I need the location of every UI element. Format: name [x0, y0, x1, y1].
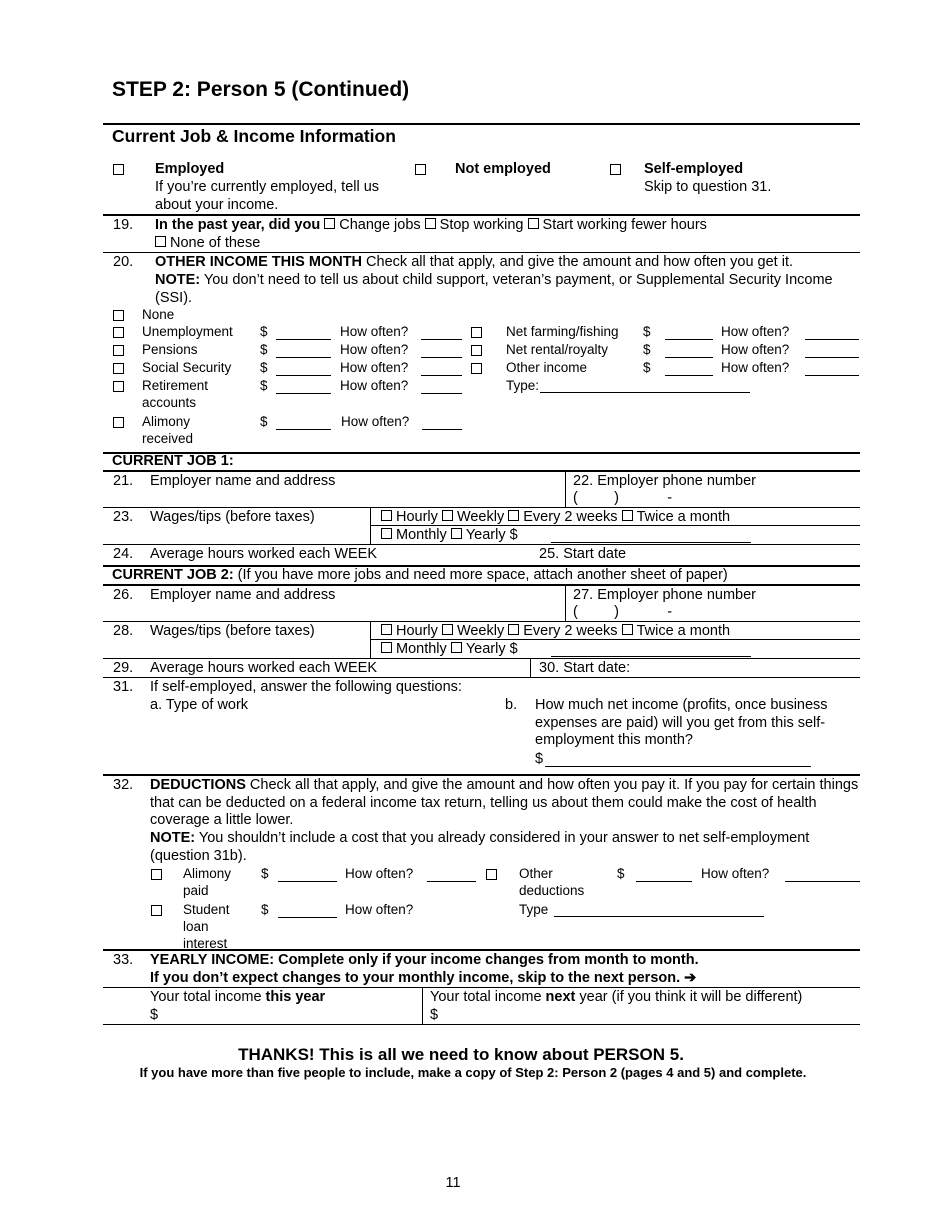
dollar-sign: $ [260, 324, 268, 339]
alimony-paid-label: Alimony paid [183, 866, 232, 898]
hourly-label: Hourly [396, 623, 438, 639]
social-security-label: Social Security [142, 360, 232, 375]
other-deductions-frequency-field[interactable] [785, 881, 860, 882]
next-year-amount-field[interactable]: $ [430, 1007, 439, 1023]
q32-heading: DEDUCTIONS [150, 777, 246, 793]
q23-rule [103, 507, 860, 508]
rental-frequency-field[interactable] [805, 357, 859, 358]
q32-rule [103, 774, 860, 776]
q32-intro [150, 777, 862, 830]
q28-amount-field[interactable] [551, 656, 751, 657]
twice-a-month-checkbox[interactable] [622, 510, 633, 521]
none-income-label: None [142, 307, 175, 322]
other-deductions-label: Other deductions [519, 866, 585, 898]
how-often-label: How often? [340, 324, 409, 339]
not-employed-checkbox[interactable] [415, 164, 426, 175]
q20-rule [103, 252, 860, 253]
q32-note-text: You shouldn’t include a cost that you already considered in your answer to net self-employment (question 31b). [150, 830, 810, 864]
monthly-label: Monthly [396, 641, 447, 657]
alimony-received-label: Alimony received [142, 414, 194, 446]
pensions-amount-field[interactable] [276, 357, 331, 358]
unemployment-amount-field[interactable] [276, 339, 331, 340]
pensions-label: Pensions [142, 342, 198, 357]
q33-line1: YEARLY INCOME: Complete only if your income changes from month to month. [150, 952, 699, 968]
next-year-bold: next [545, 989, 576, 1005]
q23-frequency-row1 [381, 509, 730, 527]
change-jobs-label: Change jobs [339, 217, 421, 233]
q31-number: 31. [113, 679, 134, 695]
q25-text: Start date [563, 546, 627, 562]
stop-working-checkbox[interactable] [425, 218, 436, 229]
alimony-paid-frequency-field[interactable] [427, 881, 476, 882]
how-often-label: How often? [721, 324, 790, 339]
q32-number: 32. [113, 777, 134, 793]
student-loan-label: Student loan interest [183, 902, 230, 951]
student-loan-amount-field[interactable] [278, 917, 337, 918]
dollar-sign: $ [260, 414, 268, 429]
hourly-label: Hourly [396, 509, 438, 525]
q19-number: 19. [113, 217, 134, 233]
q24-number: 24. [113, 546, 134, 562]
other-income-frequency-field[interactable] [805, 375, 859, 376]
none-income-checkbox[interactable] [113, 310, 124, 321]
yearly-checkbox[interactable] [451, 642, 462, 653]
q33-table-top-rule [103, 987, 860, 988]
every-2-weeks-label: Every 2 weeks [523, 509, 618, 525]
this-year-label [150, 989, 325, 1007]
rental-checkbox[interactable] [471, 345, 482, 356]
self-employed-checkbox[interactable] [610, 164, 621, 175]
other-income-label: Other income [506, 360, 588, 375]
dollar-sign: $ [260, 360, 268, 375]
social-security-amount-field[interactable] [276, 375, 331, 376]
other-income-type-field[interactable] [540, 392, 750, 393]
q28-label: Wages/tips (before taxes) [150, 623, 315, 639]
twice-a-month-checkbox[interactable] [622, 624, 633, 635]
how-often-label: How often? [345, 902, 414, 917]
q33-rule [103, 949, 860, 951]
q20-text: Check all that apply, and give the amount and how often you get it. [362, 254, 794, 270]
q23-label: Wages/tips (before taxes) [150, 509, 315, 525]
q20-note-label: NOTE: [155, 272, 201, 288]
q31b-text: How much net income (profits, once business expenses are paid) will you get from this self-employment this month? [535, 697, 828, 748]
fewer-hours-checkbox[interactable] [528, 218, 539, 229]
q24-rule [103, 544, 860, 545]
q21-number: 21. [113, 473, 134, 489]
q19-line2 [155, 235, 260, 253]
next-year-label [430, 989, 802, 1007]
other-income-amount-field[interactable] [665, 375, 713, 376]
fewer-hours-label: Start working fewer hours [542, 217, 707, 233]
q30-label[interactable] [539, 660, 630, 678]
employed-desc: If you’re currently employed, tell us about your income. [155, 179, 380, 213]
section-top-rule [103, 123, 860, 125]
twice-a-month-label: Twice a month [636, 509, 731, 525]
unemployment-label: Unemployment [142, 324, 233, 339]
q32-text: Check all that apply, and give the amount and how often you pay it. If you pay for certain things that can be deducted on a federal income tax return, telling us about them could make the cost of health coverage a little lower. [150, 777, 859, 828]
rental-label: Net rental/royalty [506, 342, 609, 357]
q22-number: 22. [573, 473, 594, 489]
how-often-label: How often? [721, 360, 790, 375]
monthly-checkbox[interactable] [381, 642, 392, 653]
dollar-sign: $ [509, 527, 518, 543]
dollar-sign: $ [509, 641, 518, 657]
job2-header-note: (If you have more jobs and need more space, attach another sheet of paper) [233, 567, 728, 583]
retirement-label: Retirement accounts [142, 378, 209, 410]
q22-text: Employer phone number [597, 473, 756, 489]
q22-phone-field[interactable]: ( ) - [573, 490, 673, 506]
dollar-sign: $ [643, 342, 651, 357]
q23-number: 23. [113, 509, 134, 525]
other-income-type-label: Type: [506, 378, 540, 393]
q20-intro [155, 254, 793, 272]
farming-label: Net farming/fishing [506, 324, 619, 339]
q23-frequency-row2 [381, 527, 518, 545]
q31a-label[interactable]: a. Type of work [150, 697, 249, 713]
retirement-checkbox[interactable] [113, 381, 124, 392]
q28-rule [103, 621, 860, 622]
hourly-checkbox[interactable] [381, 510, 392, 521]
yearly-label: Yearly [465, 641, 506, 657]
pensions-checkbox[interactable] [113, 345, 124, 356]
q32-note [150, 830, 810, 865]
q27-phone-field[interactable]: ( ) - [573, 604, 673, 620]
other-deductions-type-field[interactable] [554, 916, 764, 917]
how-often-label: How often? [345, 866, 414, 881]
dollar-sign: $ [643, 360, 651, 375]
q23-amount-field[interactable] [551, 542, 751, 543]
section-title: Current Job & Income Information [112, 126, 396, 146]
q32-note-label: NOTE: [150, 830, 196, 846]
dollar-sign: $ [643, 324, 651, 339]
q26-number: 26. [113, 587, 134, 603]
weekly-checkbox[interactable] [442, 510, 453, 521]
next-year-pre: Your total income [430, 989, 546, 1005]
dollar-sign: $ [261, 902, 269, 917]
monthly-checkbox[interactable] [381, 528, 392, 539]
q24-label[interactable]: Average hours worked each WEEK [150, 546, 378, 562]
q31b-amount-field[interactable] [545, 766, 811, 767]
every-2-weeks-label: Every 2 weeks [523, 623, 618, 639]
social-security-checkbox[interactable] [113, 363, 124, 374]
q20-note [155, 272, 845, 307]
weekly-label: Weekly [456, 509, 505, 525]
this-year-bold: this year [265, 989, 326, 1005]
job2-header: CURRENT JOB 2: [112, 567, 234, 583]
yearly-label: Yearly [465, 527, 506, 543]
weekly-checkbox[interactable] [442, 624, 453, 635]
job2-header-rule [103, 584, 860, 586]
thanks-message: THANKS! This is all we need to know about PERSON 5. [238, 1045, 684, 1064]
pensions-frequency-field[interactable] [421, 357, 462, 358]
farming-checkbox[interactable] [471, 327, 482, 338]
unemployment-checkbox[interactable] [113, 327, 124, 338]
unemployment-frequency-field[interactable] [421, 339, 462, 340]
q27-number: 27. [573, 587, 594, 603]
q20-number: 20. [113, 254, 134, 270]
dollar-sign: $ [260, 342, 268, 357]
alimony-received-amount-field[interactable] [276, 429, 331, 430]
q19-question: In the past year, did you [155, 217, 321, 233]
retirement-frequency-field[interactable] [421, 393, 462, 394]
page-title: STEP 2: Person 5 (Continued) [112, 78, 410, 101]
change-jobs-checkbox[interactable] [324, 218, 335, 229]
q23-inner-rule [371, 525, 860, 526]
q26-label[interactable]: Employer name and address [150, 587, 336, 603]
other-income-checkbox[interactable] [471, 363, 482, 374]
q31b-letter: b. [505, 697, 518, 713]
next-year-post: year (if you think it will be different) [575, 989, 803, 1005]
alimony-received-frequency-field[interactable] [422, 429, 462, 430]
student-loan-checkbox[interactable] [151, 905, 162, 916]
yearly-checkbox[interactable] [451, 528, 462, 539]
q19-rule [103, 214, 860, 216]
rental-amount-field[interactable] [665, 357, 713, 358]
q28-number: 28. [113, 623, 134, 639]
copy-instruction: If you have more than five people to include, make a copy of Step 2: Person 2 (pages 4 and 5) and complete. [139, 1065, 807, 1080]
q33-table-bottom-rule [103, 1024, 860, 1025]
employed-checkbox[interactable] [113, 164, 124, 175]
how-often-label: How often? [701, 866, 770, 881]
dollar-sign: $ [260, 378, 268, 393]
q29-divider [530, 658, 531, 677]
other-deductions-type-label: Type [519, 902, 549, 917]
farming-frequency-field[interactable] [805, 339, 859, 340]
q28-inner-rule [371, 639, 860, 640]
q27-label[interactable] [573, 587, 756, 605]
q30-text: Start date: [563, 660, 631, 676]
twice-a-month-label: Twice a month [636, 623, 731, 639]
every-2-weeks-checkbox[interactable] [508, 624, 519, 635]
q31-rule [103, 677, 860, 678]
monthly-label: Monthly [396, 527, 447, 543]
how-often-label: How often? [340, 378, 409, 393]
farming-amount-field[interactable] [665, 339, 713, 340]
this-year-pre: Your total income [150, 989, 266, 1005]
q20-heading: OTHER INCOME THIS MONTH [155, 254, 363, 270]
q26-divider [565, 585, 566, 621]
q30-number: 30. [539, 660, 560, 676]
alimony-paid-checkbox[interactable] [151, 869, 162, 880]
job1-header-rule [103, 470, 860, 472]
every-2-weeks-checkbox[interactable] [508, 510, 519, 521]
q31-intro: If self-employed, answer the following questions: [150, 679, 462, 695]
how-often-label: How often? [341, 414, 410, 429]
page-number: 11 [445, 1175, 461, 1191]
q29-number: 29. [113, 660, 134, 676]
how-often-label: How often? [340, 360, 409, 375]
q27-text: Employer phone number [597, 587, 756, 603]
alimony-paid-amount-field[interactable] [278, 881, 337, 882]
how-often-label: How often? [340, 342, 409, 357]
q25-number: 25. [539, 546, 560, 562]
q33-divider [422, 987, 423, 1024]
q28-frequency-row2 [381, 641, 518, 659]
q19-line1 [155, 217, 707, 235]
self-employed-label: Self-employed [644, 161, 744, 177]
hourly-checkbox[interactable] [381, 624, 392, 635]
how-often-label: How often? [721, 342, 790, 357]
not-employed-label: Not employed [455, 161, 551, 177]
dollar-sign: $ [617, 866, 625, 881]
job2-header-line [112, 567, 728, 585]
q22-label[interactable] [573, 473, 756, 491]
this-year-amount-field[interactable]: $ [150, 1007, 159, 1023]
other-deductions-amount-field[interactable] [636, 881, 692, 882]
employed-label: Employed [155, 161, 225, 177]
retirement-amount-field[interactable] [276, 393, 331, 394]
stop-working-label: Stop working [439, 217, 524, 233]
other-deductions-checkbox[interactable] [486, 869, 497, 880]
alimony-received-checkbox[interactable] [113, 417, 124, 428]
q33-line2: If you don’t expect changes to your monthly income, skip to the next person. ➔ [150, 970, 697, 986]
q29-rule [103, 658, 860, 659]
none-of-these-label: None of these [170, 235, 261, 251]
q31b-dollar: $ [535, 751, 544, 767]
none-of-these-checkbox[interactable] [155, 236, 166, 247]
social-security-frequency-field[interactable] [421, 375, 462, 376]
dollar-sign: $ [261, 866, 269, 881]
job1-header: CURRENT JOB 1: [112, 453, 234, 469]
q25-label[interactable] [539, 546, 626, 564]
q21-label[interactable]: Employer name and address [150, 473, 336, 489]
self-employed-desc: Skip to question 31. [644, 179, 772, 195]
q28-frequency-row1 [381, 623, 730, 641]
q21-divider [565, 471, 566, 507]
q29-label[interactable]: Average hours worked each WEEK [150, 660, 378, 676]
q33-number: 33. [113, 952, 134, 968]
q20-note-text: You don’t need to tell us about child support, veteran’s payment, or Supplemental Security Income (SSI). [155, 272, 833, 306]
weekly-label: Weekly [456, 623, 505, 639]
